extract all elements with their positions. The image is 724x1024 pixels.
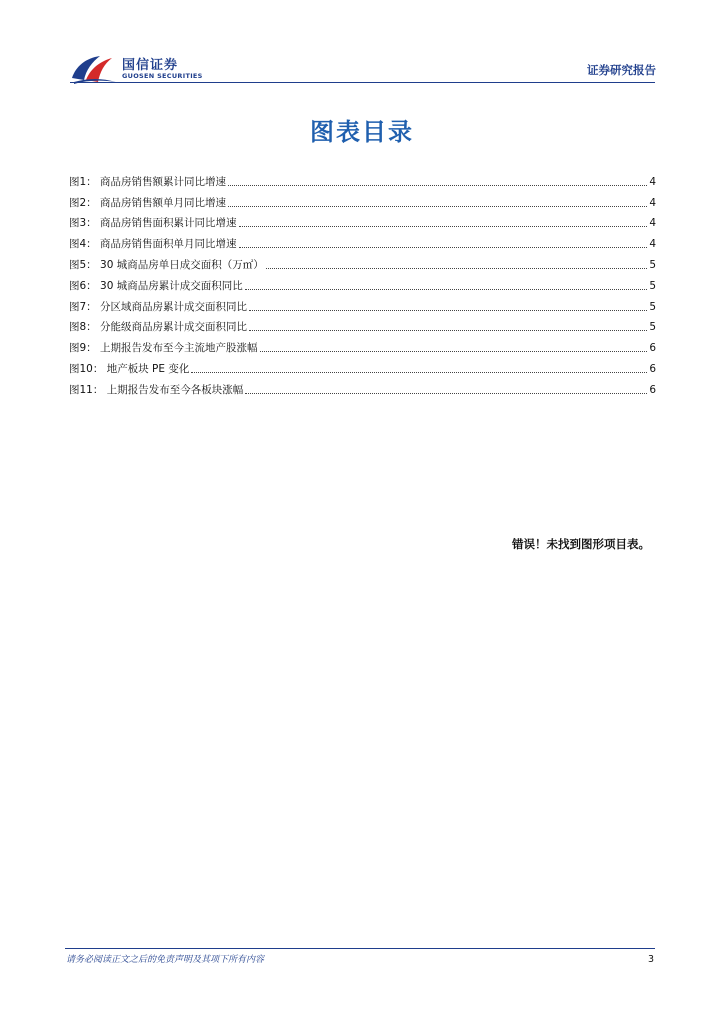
toc-entry-page: 4 [649,217,656,230]
logo-text-cn: 国信证券 [122,58,179,73]
logo-text-en: GUOSEN SECURITIES [122,72,203,80]
toc-entry-label: 图5： 30 城商品房单日成交面积（万㎡） [69,258,264,271]
toc-entry-page: 5 [649,300,656,313]
toc-leader [249,330,647,331]
toc-entry-page: 5 [649,321,656,334]
header-divider [70,82,655,83]
toc-entry-label: 图10： 地产板块 PE 变化 [69,362,190,375]
toc-entry[interactable] [69,376,656,397]
page-header [0,0,724,90]
toc-entry-label: 图8： 分能级商品房累计成交面积同比 [69,321,248,334]
toc-entry-label: 图2： 商品房销售额单月同比增速 [69,196,227,209]
guosen-logo [70,52,230,86]
toc-entry-page: 4 [649,175,656,188]
toc-entry-page: 6 [649,383,656,396]
toc-entry-label: 图11： 上期报告发布至今各板块涨幅 [69,383,244,396]
toc-entry-label: 图3： 商品房销售面积累计同比增速 [69,217,237,230]
toc-entry[interactable] [69,272,656,293]
page-title: 图表目录 [310,118,414,146]
toc-entry[interactable] [69,210,656,231]
toc-entry-label: 图6： 30 城商品房累计成交面积同比 [69,279,243,292]
guosen-logo-icon [70,52,120,86]
toc-entry-page: 6 [649,342,656,355]
toc-leader [266,268,648,269]
toc-leader [191,372,647,373]
toc-leader [260,351,648,352]
toc-entry[interactable] [69,189,656,210]
toc-entry-page: 4 [649,196,656,209]
toc-entry[interactable] [69,314,656,335]
toc-entry-label: 图7： 分区域商品房累计成交面积同比 [69,300,248,313]
error-message: 错误！未找到图形项目表。 [512,537,650,551]
toc-entry[interactable] [69,355,656,376]
toc-entry[interactable] [69,251,656,272]
toc-leader [239,247,648,248]
footer-disclaimer: 请务必阅读正文之后的免责声明及其项下所有内容 [66,955,265,965]
toc-entry-page: 5 [649,258,656,271]
page-number: 3 [647,954,654,965]
toc-entry-label: 图1： 商品房销售额累计同比增速 [69,175,227,188]
toc-entry-page: 5 [649,279,656,292]
toc-entry[interactable] [69,230,656,251]
toc-entry-label: 图9： 上期报告发布至今主流地产股涨幅 [69,342,258,355]
toc-entry[interactable] [69,334,656,355]
toc-leader [245,393,647,394]
toc-leader [245,289,648,290]
toc-leader [249,310,647,311]
toc-entry-page: 6 [649,362,656,375]
toc-leader [239,226,648,227]
footer-divider [65,948,655,949]
figure-list [69,168,656,397]
toc-entry-label: 图4： 商品房销售面积单月同比增速 [69,238,237,251]
toc-leader [228,206,647,207]
toc-leader [228,185,647,186]
toc-entry-page: 4 [649,238,656,251]
report-type: 证券研究报告 [587,63,656,77]
toc-entry[interactable] [69,168,656,189]
toc-entry[interactable] [69,293,656,314]
